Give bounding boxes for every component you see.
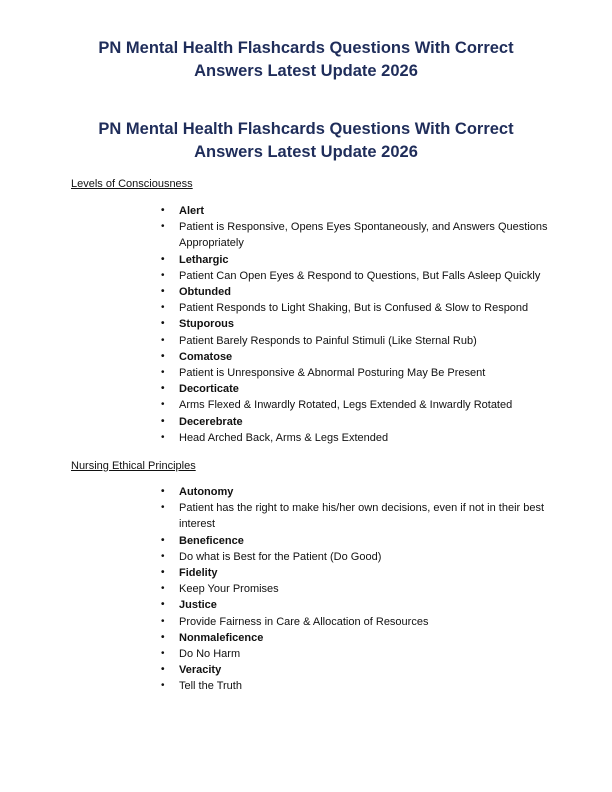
nursing-ethical-principles-list — [161, 484, 561, 695]
section-heading-levels-of-consciousness: Levels of Consciousness — [71, 178, 193, 190]
list-item: • Patient Barely Responds to Painful Stimuli (Like Sternal Rub) — [161, 333, 561, 349]
list-item: • Arms Flexed & Inwardly Rotated, Legs Extended & Inwardly Rotated — [161, 397, 561, 413]
list-item: • Head Arched Back, Arms & Legs Extended — [161, 430, 561, 446]
list-item: • Alert — [161, 203, 561, 219]
list-item: • Comatose — [161, 349, 561, 365]
list-item: • Patient Can Open Eyes & Respond to Questions, But Falls Asleep Quickly — [161, 268, 561, 284]
list-item: • Patient is Unresponsive & Abnormal Posturing May Be Present — [161, 365, 561, 381]
list-item: • Nonmaleficence — [161, 630, 561, 646]
list-item: • Lethargic — [161, 252, 561, 268]
list-item: • Decerebrate — [161, 414, 561, 430]
list-item: • Do No Harm — [161, 646, 561, 662]
list-item: • Provide Fairness in Care & Allocation of Resources — [161, 614, 561, 630]
levels-of-consciousness-list — [161, 203, 561, 446]
document-title — [60, 37, 552, 83]
list-item: • Patient Responds to Light Shaking, But is Confused & Slow to Respond — [161, 300, 561, 316]
list-item: • Patient has the right to make his/her own decisions, even if not in their best interest — [161, 500, 561, 532]
repeated-document-title — [60, 118, 552, 164]
list-item: • Fidelity — [161, 565, 561, 581]
list-item: • Stuporous — [161, 316, 561, 332]
list-item: • Veracity — [161, 662, 561, 678]
title-line-1: PN Mental Health Flashcards Questions With Correct — [98, 39, 514, 57]
list-item: • Justice — [161, 597, 561, 613]
repeated-title-line-1: PN Mental Health Flashcards Questions With Correct — [98, 120, 514, 138]
list-item: • Obtunded — [161, 284, 561, 300]
list-item: • Do what is Best for the Patient (Do Good) — [161, 549, 561, 565]
section-heading-nursing-ethical-principles: Nursing Ethical Principles — [71, 460, 196, 472]
list-item: • Decorticate — [161, 381, 561, 397]
list-item: • Autonomy — [161, 484, 561, 500]
list-item: • Tell the Truth — [161, 678, 561, 694]
title-line-2: Answers Latest Update 2026 — [194, 62, 418, 80]
list-item: • Keep Your Promises — [161, 581, 561, 597]
list-item: • Patient is Responsive, Opens Eyes Spontaneously, and Answers Questions Appropriately — [161, 219, 561, 251]
list-item: • Beneficence — [161, 533, 561, 549]
repeated-title-line-2: Answers Latest Update 2026 — [194, 143, 418, 161]
